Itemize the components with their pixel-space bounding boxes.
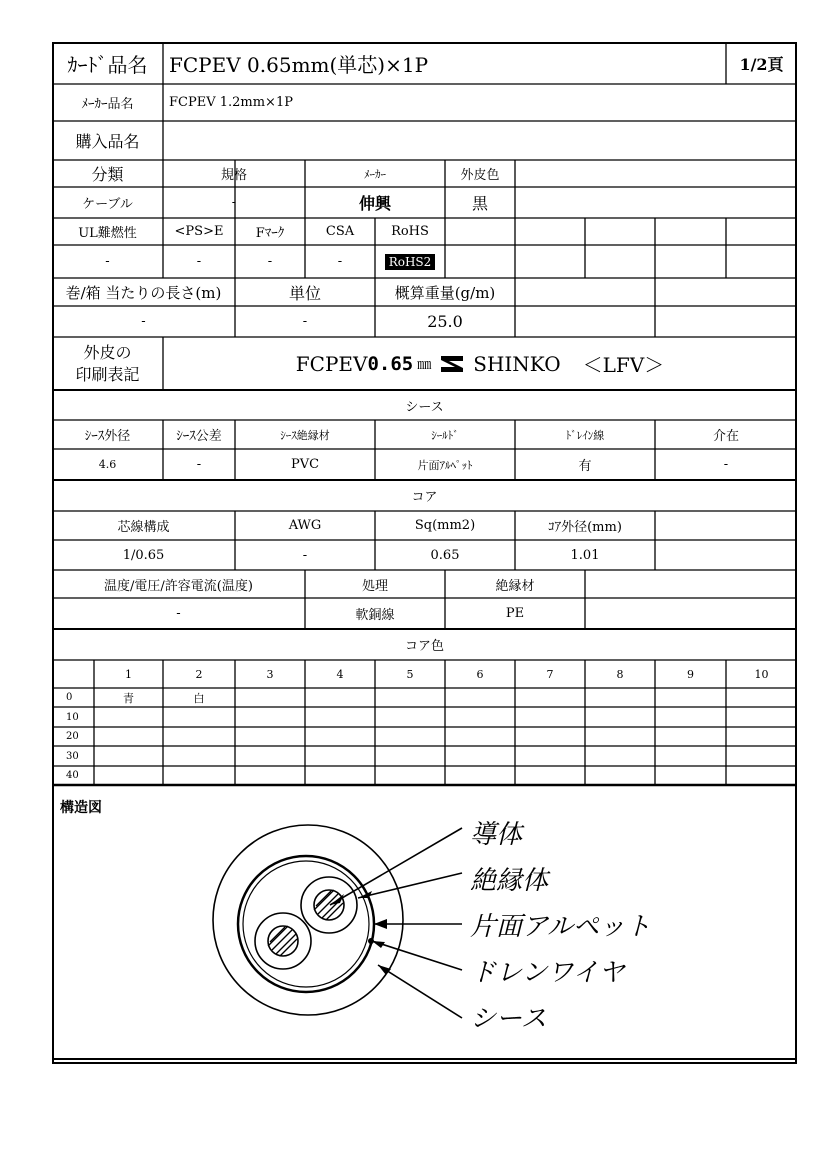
classification-header: 分類 xyxy=(91,165,124,184)
unit-value: - xyxy=(302,314,308,329)
sq-header: Sq(mm2) xyxy=(414,518,476,533)
core-od-value: 1.01 xyxy=(570,547,600,563)
insulation-header: 絶縁材 xyxy=(495,578,535,594)
core-color-col-header: 1 xyxy=(125,667,132,681)
rohs-header: RoHS xyxy=(391,224,429,239)
core-color-col-header: 9 xyxy=(687,667,694,681)
sheath-od-header: ｼｰｽ外径 xyxy=(84,429,131,444)
label-sheath: シース xyxy=(470,1004,547,1034)
print-unit: ㎜ xyxy=(417,356,432,373)
shield-value: 片面ｱﾙﾍﾟｯﾄ xyxy=(417,458,473,472)
awg-value: - xyxy=(302,547,308,563)
weight-header: 概算重量(g/m) xyxy=(394,283,496,302)
core-section-title: コア xyxy=(411,490,438,505)
rating-header: 温度/電圧/許容電流(温度) xyxy=(104,578,253,594)
standard-value: - xyxy=(231,195,237,210)
shield-header: ｼｰﾙﾄﾞ xyxy=(431,428,459,442)
f-mark-header: Fﾏｰｸ xyxy=(255,226,285,241)
core-color-col-header: 4 xyxy=(336,667,344,681)
print-label-line2: 印刷表記 xyxy=(75,364,140,384)
insulator-2 xyxy=(255,913,311,969)
jacket-color-header: 外皮色 xyxy=(460,168,500,183)
sheath-insulation-header: ｼｰｽ絶縁材 xyxy=(280,428,330,442)
maker-header: ﾒｰｶｰ xyxy=(364,167,386,181)
standard-header: 規格 xyxy=(220,168,247,183)
sheath-tolerance-value: - xyxy=(196,457,202,472)
core-color-col-header: 7 xyxy=(546,667,554,681)
csa-value: - xyxy=(337,254,343,269)
core-color-row-index: 10 xyxy=(66,711,79,723)
rohs2-badge: RoHS2 xyxy=(385,254,436,270)
filler-header: 介在 xyxy=(712,429,739,444)
maker-name-value: FCPEV 1.2mm×1P xyxy=(169,95,293,110)
card-name-value: FCPEV 0.65mm(単芯)×1P xyxy=(169,52,429,77)
weight-value: 25.0 xyxy=(427,312,463,331)
csa-header: CSA xyxy=(325,224,355,239)
label-aluminum-pet: 片面アルペット xyxy=(470,912,651,942)
core-color-row-index: 40 xyxy=(66,770,79,781)
page-indicator: 1/2頁 xyxy=(739,54,784,74)
core-color-row-index: 30 xyxy=(66,750,79,762)
insulation-value: PE xyxy=(505,606,525,621)
purchase-name-label: 購入品名 xyxy=(75,132,140,151)
label-drain-wire: ドレンワイヤ xyxy=(470,958,625,988)
core-color-cell: 白 xyxy=(193,691,205,705)
core-color-cell: 青 xyxy=(123,691,134,705)
classification-value: ケーブル xyxy=(82,197,133,212)
core-color-col-header: 2 xyxy=(195,667,203,681)
print-tag: ＜LFV＞ xyxy=(582,353,665,377)
core-color-title: コア色 xyxy=(404,639,444,654)
sheath-tolerance-header: ｼｰｽ公差 xyxy=(176,429,222,444)
sheath-od-value: 4.6 xyxy=(98,458,117,471)
core-color-row-index: 20 xyxy=(66,731,79,742)
sheath-section-title: シース xyxy=(405,399,444,415)
f-mark-value: - xyxy=(267,254,273,269)
maker-name-label: ﾒｰｶｰ品名 xyxy=(81,97,134,112)
unit-header: 単位 xyxy=(288,283,321,303)
pse-header: <PS>E xyxy=(174,224,224,239)
treatment-header: 処理 xyxy=(361,578,388,594)
conductor-construction-header: 芯線構成 xyxy=(117,520,170,535)
rating-value: - xyxy=(176,606,181,621)
core-color-col-header: 10 xyxy=(754,667,769,681)
print-brand: SHINKO xyxy=(473,351,561,376)
ul-flame-value: - xyxy=(105,254,110,269)
card-name-label: ｶｰﾄﾞ品名 xyxy=(67,52,148,77)
print-size: 0.65 xyxy=(367,352,414,375)
sq-value: 0.65 xyxy=(430,547,460,563)
print-label-line1: 外皮の xyxy=(83,342,132,362)
sheath-insulation-value: PVC xyxy=(290,457,320,472)
core-color-col-header: 6 xyxy=(476,667,484,681)
length-per-reel-value: - xyxy=(141,314,146,329)
core-color-col-header: 5 xyxy=(406,667,414,681)
core-od-header: ｺｱ外径(mm) xyxy=(548,520,622,535)
treatment-value: 軟銅線 xyxy=(355,608,395,623)
core-color-col-header: 3 xyxy=(266,667,274,681)
print-prefix: FCPEV xyxy=(295,351,368,376)
pse-value: - xyxy=(196,254,202,269)
drain-wire-header: ﾄﾞﾚｲﾝ線 xyxy=(565,428,605,442)
insulator-1 xyxy=(301,877,357,933)
ul-flame-header: UL難燃性 xyxy=(78,226,137,241)
structure-title: 構造図 xyxy=(60,800,102,816)
length-per-reel-header: 巻/箱 当たりの長さ(m) xyxy=(65,283,222,302)
conductor-construction-value: 1/0.65 xyxy=(122,547,165,563)
maker-value: 伸興 xyxy=(358,194,391,213)
drain-wire-value: 有 xyxy=(578,459,592,474)
awg-header: AWG xyxy=(288,518,322,533)
core-color-row-index: 0 xyxy=(66,692,73,703)
label-conductor: 導体 xyxy=(470,820,523,850)
core-color-col-header: 8 xyxy=(616,667,624,681)
jacket-color-value: 黒 xyxy=(471,194,488,213)
label-insulator: 絶縁体 xyxy=(470,866,549,896)
filler-value: - xyxy=(723,457,729,472)
